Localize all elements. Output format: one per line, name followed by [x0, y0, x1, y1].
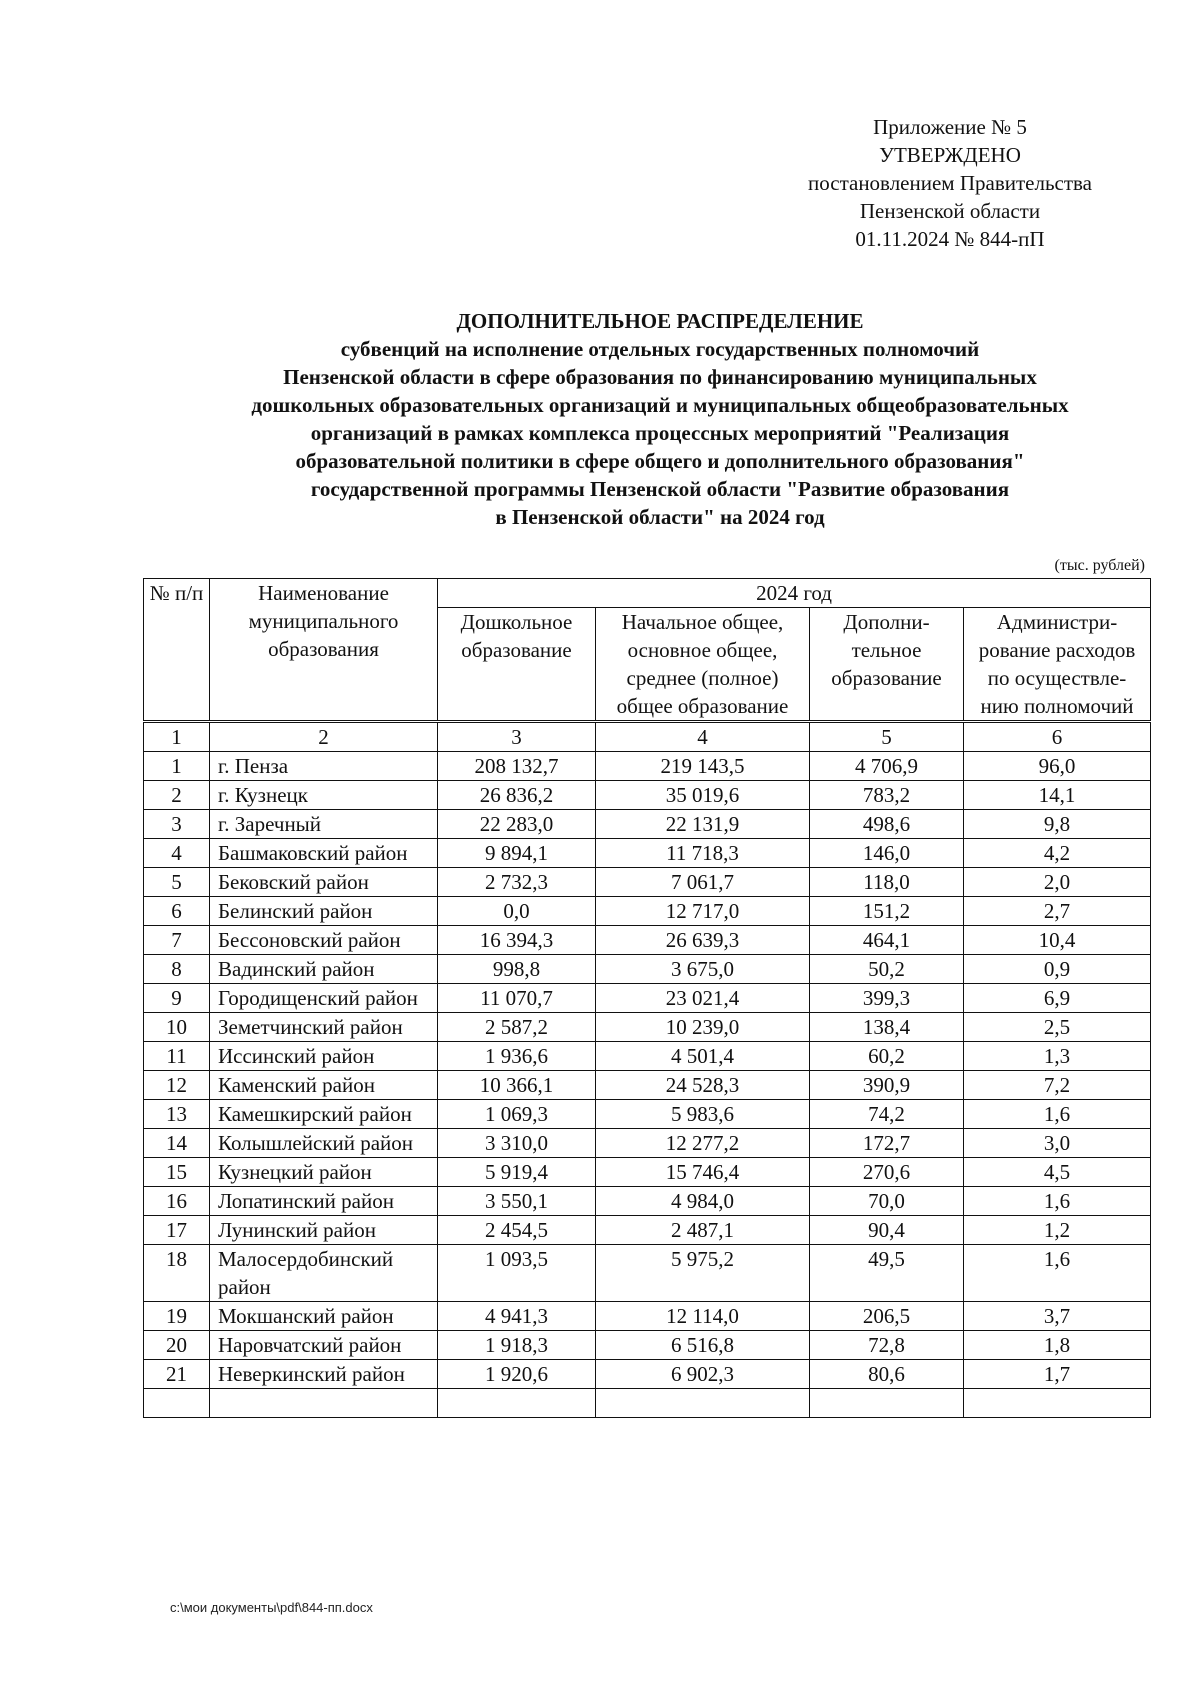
admin-amount: 1,6	[964, 1245, 1151, 1302]
row-number: 7	[144, 926, 210, 955]
preschool-amount: 1 918,3	[438, 1331, 596, 1360]
general-amount: 6 516,8	[596, 1331, 810, 1360]
table-row	[144, 1100, 1151, 1129]
general-amount: 5 975,2	[596, 1245, 810, 1302]
municipality-name: г. Пенза	[210, 752, 438, 781]
additional-amount: 138,4	[810, 1013, 964, 1042]
title-line: дошкольных образовательных организаций и муниципальных общеобразовательных	[251, 393, 1069, 417]
municipality-name: Неверкинский район	[210, 1360, 438, 1389]
preschool-amount: 26 836,2	[438, 781, 596, 810]
preschool-amount: 3 550,1	[438, 1187, 596, 1216]
additional-amount: 172,7	[810, 1129, 964, 1158]
admin-amount: 1,6	[964, 1100, 1151, 1129]
approval-region: Пензенской области	[859, 199, 1041, 223]
row-number: 1	[144, 752, 210, 781]
general-amount: 4 984,0	[596, 1187, 810, 1216]
column-number: 3	[438, 722, 596, 752]
additional-amount: 4 706,9	[810, 752, 964, 781]
admin-amount: 1,6	[964, 1187, 1151, 1216]
document-title	[120, 307, 1200, 531]
general-amount: 23 021,4	[596, 984, 810, 1013]
row-number: 3	[144, 810, 210, 839]
header-row-top	[144, 579, 1151, 608]
admin-amount: 1,8	[964, 1331, 1151, 1360]
row-number: 6	[144, 897, 210, 926]
municipality-name: Бессоновский район	[210, 926, 438, 955]
general-amount: 11 718,3	[596, 839, 810, 868]
additional-amount: 118,0	[810, 868, 964, 897]
municipality-name: Башмаковский район	[210, 839, 438, 868]
row-number: 18	[144, 1245, 210, 1302]
municipality-name: Колышлейский район	[210, 1129, 438, 1158]
table-row	[144, 955, 1151, 984]
row-number: 19	[144, 1302, 210, 1331]
column-number: 2	[210, 722, 438, 752]
admin-amount: 3,0	[964, 1129, 1151, 1158]
general-amount: 7 061,7	[596, 868, 810, 897]
row-number: 21	[144, 1360, 210, 1389]
municipality-name: Каменский район	[210, 1071, 438, 1100]
table-row	[144, 1042, 1151, 1071]
column-number: 5	[810, 722, 964, 752]
general-amount: 12 114,0	[596, 1302, 810, 1331]
admin-amount: 3,7	[964, 1302, 1151, 1331]
additional-amount: 206,5	[810, 1302, 964, 1331]
preschool-amount: 2 587,2	[438, 1013, 596, 1042]
row-number: 4	[144, 839, 210, 868]
table-row	[144, 897, 1151, 926]
distribution-table	[143, 578, 1151, 1418]
admin-amount: 1,7	[964, 1360, 1151, 1389]
additional-amount: 498,6	[810, 810, 964, 839]
general-amount: 12 277,2	[596, 1129, 810, 1158]
row-number: 12	[144, 1071, 210, 1100]
additional-amount: 270,6	[810, 1158, 964, 1187]
general-amount: 3 675,0	[596, 955, 810, 984]
title-line: Пензенской области в сфере образования по финансированию муниципальных	[283, 365, 1037, 389]
municipality-name: Иссинский район	[210, 1042, 438, 1071]
preschool-amount: 1 093,5	[438, 1245, 596, 1302]
municipality-name: Камешкирский район	[210, 1100, 438, 1129]
municipality-name: Лунинский район	[210, 1216, 438, 1245]
admin-amount: 1,3	[964, 1042, 1151, 1071]
additional-amount: 399,3	[810, 984, 964, 1013]
title-line: организаций в рамках комплекса процессных мероприятий "Реализация	[310, 421, 1010, 445]
table-row	[144, 1158, 1151, 1187]
approval-block	[760, 113, 1140, 253]
column-number: 6	[964, 722, 1151, 752]
admin-amount: 6,9	[964, 984, 1151, 1013]
row-number: 14	[144, 1129, 210, 1158]
admin-amount: 2,0	[964, 868, 1151, 897]
additional-amount: 783,2	[810, 781, 964, 810]
additional-amount: 390,9	[810, 1071, 964, 1100]
admin-amount: 0,9	[964, 955, 1151, 984]
empty-row	[144, 1389, 1151, 1418]
table-row	[144, 839, 1151, 868]
admin-amount: 2,5	[964, 1013, 1151, 1042]
empty-cell	[810, 1389, 964, 1418]
title-line: ДОПОЛНИТЕЛЬНОЕ РАСПРЕДЕЛЕНИЕ	[456, 309, 864, 333]
additional-amount: 146,0	[810, 839, 964, 868]
general-amount: 12 717,0	[596, 897, 810, 926]
additional-amount: 60,2	[810, 1042, 964, 1071]
preschool-amount: 16 394,3	[438, 926, 596, 955]
empty-cell	[144, 1389, 210, 1418]
municipality-name: г. Кузнецк	[210, 781, 438, 810]
municipality-name: Земетчинский район	[210, 1013, 438, 1042]
preschool-amount: 1 920,6	[438, 1360, 596, 1389]
title-line: в Пензенской области" на 2024 год	[495, 505, 825, 529]
row-number: 16	[144, 1187, 210, 1216]
empty-cell	[438, 1389, 596, 1418]
row-number: 10	[144, 1013, 210, 1042]
header-year: 2024 год	[438, 579, 1151, 608]
approved-stamp: УТВЕРЖДЕНО	[879, 143, 1021, 167]
admin-amount: 10,4	[964, 926, 1151, 955]
empty-cell	[210, 1389, 438, 1418]
preschool-amount: 0,0	[438, 897, 596, 926]
header-municipality: Наименование муниципального образования	[210, 579, 438, 722]
municipality-name: Бековский район	[210, 868, 438, 897]
general-amount: 15 746,4	[596, 1158, 810, 1187]
general-amount: 35 019,6	[596, 781, 810, 810]
row-number: 13	[144, 1100, 210, 1129]
additional-amount: 80,6	[810, 1360, 964, 1389]
header-admin: Администри- рование расходов по осуществле- нию полномочий	[964, 608, 1151, 722]
preschool-amount: 4 941,3	[438, 1302, 596, 1331]
admin-amount: 14,1	[964, 781, 1151, 810]
preschool-amount: 208 132,7	[438, 752, 596, 781]
title-line: субвенций на исполнение отдельных государственных полномочий	[340, 337, 980, 361]
admin-amount: 1,2	[964, 1216, 1151, 1245]
general-amount: 10 239,0	[596, 1013, 810, 1042]
approval-authority: постановлением Правительства	[807, 171, 1092, 195]
general-amount: 26 639,3	[596, 926, 810, 955]
row-number: 20	[144, 1331, 210, 1360]
row-number: 2	[144, 781, 210, 810]
admin-amount: 2,7	[964, 897, 1151, 926]
file-path-footer: c:\мои документы\pdf\844-пп.docx	[170, 1600, 373, 1615]
preschool-amount: 1 069,3	[438, 1100, 596, 1129]
municipality-name: Вадинский район	[210, 955, 438, 984]
general-amount: 2 487,1	[596, 1216, 810, 1245]
table-row	[144, 1331, 1151, 1360]
table-body	[144, 752, 1151, 1418]
empty-cell	[964, 1389, 1151, 1418]
title-line: образовательной политики в сфере общего и дополнительного образования"	[295, 449, 1025, 473]
preschool-amount: 2 732,3	[438, 868, 596, 897]
header-number: № п/п	[144, 579, 210, 722]
appendix-number: Приложение № 5	[873, 115, 1027, 139]
municipality-name: Малосердобинский район	[210, 1245, 438, 1302]
general-amount: 6 902,3	[596, 1360, 810, 1389]
general-amount: 4 501,4	[596, 1042, 810, 1071]
table-row	[144, 810, 1151, 839]
additional-amount: 151,2	[810, 897, 964, 926]
general-amount: 24 528,3	[596, 1071, 810, 1100]
row-number: 8	[144, 955, 210, 984]
preschool-amount: 5 919,4	[438, 1158, 596, 1187]
table-row	[144, 984, 1151, 1013]
column-number: 1	[144, 722, 210, 752]
additional-amount: 49,5	[810, 1245, 964, 1302]
municipality-name: Кузнецкий район	[210, 1158, 438, 1187]
preschool-amount: 2 454,5	[438, 1216, 596, 1245]
table-row	[144, 1187, 1151, 1216]
preschool-amount: 3 310,0	[438, 1129, 596, 1158]
table-row	[144, 1071, 1151, 1100]
table-row	[144, 1216, 1151, 1245]
table-row	[144, 1129, 1151, 1158]
preschool-amount: 998,8	[438, 955, 596, 984]
preschool-amount: 22 283,0	[438, 810, 596, 839]
additional-amount: 50,2	[810, 955, 964, 984]
admin-amount: 7,2	[964, 1071, 1151, 1100]
approval-date-number: 01.11.2024 № 844-пП	[855, 227, 1045, 251]
municipality-name: Городищенский район	[210, 984, 438, 1013]
admin-amount: 4,5	[964, 1158, 1151, 1187]
admin-amount: 4,2	[964, 839, 1151, 868]
preschool-amount: 1 936,6	[438, 1042, 596, 1071]
general-amount: 219 143,5	[596, 752, 810, 781]
table-row	[144, 781, 1151, 810]
general-amount: 22 131,9	[596, 810, 810, 839]
table-row	[144, 926, 1151, 955]
title-line: государственной программы Пензенской области "Развитие образования	[310, 477, 1010, 501]
municipality-name: Белинский район	[210, 897, 438, 926]
header-preschool: Дошкольное образование	[438, 608, 596, 722]
additional-amount: 72,8	[810, 1331, 964, 1360]
header-additional: Дополни- тельное образование	[810, 608, 964, 722]
additional-amount: 464,1	[810, 926, 964, 955]
row-number: 17	[144, 1216, 210, 1245]
table-row	[144, 1302, 1151, 1331]
preschool-amount: 11 070,7	[438, 984, 596, 1013]
row-number: 11	[144, 1042, 210, 1071]
additional-amount: 70,0	[810, 1187, 964, 1216]
municipality-name: Лопатинский район	[210, 1187, 438, 1216]
table-row	[144, 868, 1151, 897]
preschool-amount: 9 894,1	[438, 839, 596, 868]
table-row	[144, 1013, 1151, 1042]
municipality-name: Мокшанский район	[210, 1302, 438, 1331]
additional-amount: 90,4	[810, 1216, 964, 1245]
column-number: 4	[596, 722, 810, 752]
empty-cell	[596, 1389, 810, 1418]
table-row	[144, 1360, 1151, 1389]
preschool-amount: 10 366,1	[438, 1071, 596, 1100]
general-amount: 5 983,6	[596, 1100, 810, 1129]
municipality-name: г. Заречный	[210, 810, 438, 839]
unit-note: (тыс. рублей)	[1054, 557, 1145, 574]
header-general: Начальное общее, основное общее, среднее (полное) общее образование	[596, 608, 810, 722]
municipality-name: Наровчатский район	[210, 1331, 438, 1360]
row-number: 15	[144, 1158, 210, 1187]
table-row	[144, 752, 1151, 781]
table-row	[144, 1245, 1151, 1302]
row-number: 9	[144, 984, 210, 1013]
column-number-row	[144, 722, 1151, 752]
admin-amount: 9,8	[964, 810, 1151, 839]
row-number: 5	[144, 868, 210, 897]
additional-amount: 74,2	[810, 1100, 964, 1129]
admin-amount: 96,0	[964, 752, 1151, 781]
